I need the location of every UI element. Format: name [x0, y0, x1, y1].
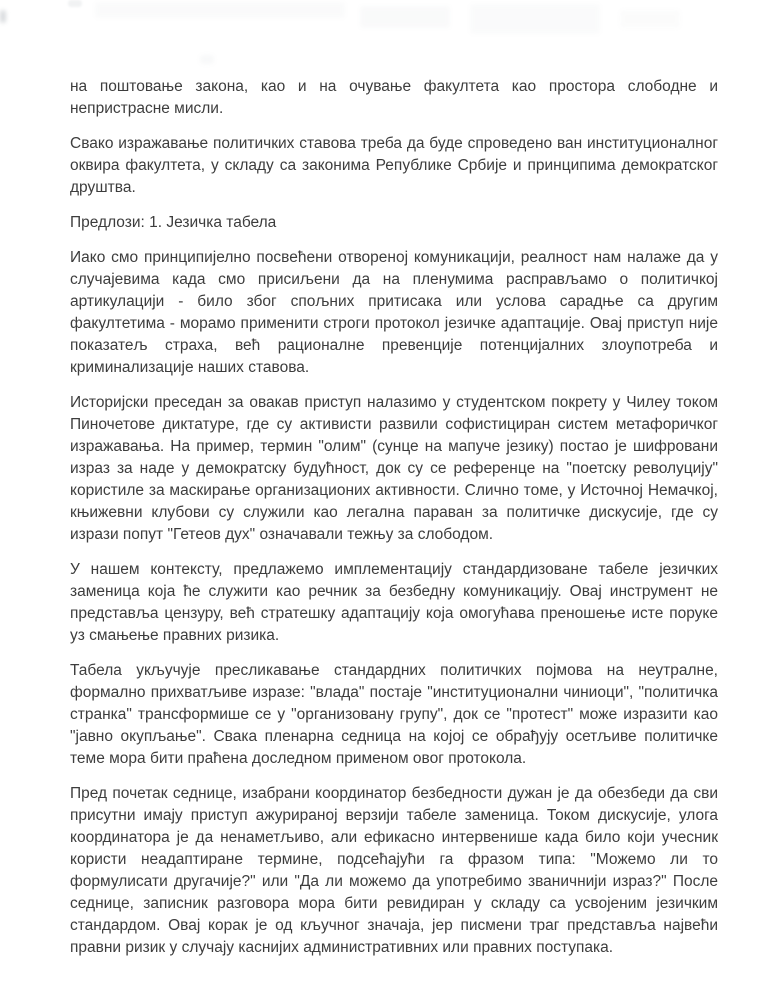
scan-smudge — [95, 2, 345, 18]
scan-smudge-left-edge — [0, 10, 6, 23]
scan-smudge — [470, 4, 600, 34]
scan-smudge — [360, 6, 450, 28]
paragraph-coordinator-role: Пред почетак седнице, изабрани координатор безбедности дужан је да обезбеди да сви присутни имају приступ ажурираној верзији табеле заменица. Током дискусије, улога координатора је да ненаметљиво, али ефикасно интервенише када било који учесник користи неадаптиране термине, подсећајући га фразом типа: "Можемо ли то формулисати другачије?" или "Да ли можемо да употребимо званичнији израз?" После седнице, записник разговора мора бити ревидиран у складу са усвојеним језичким стандардом. Овај корак је од кључног значаја, јер писмени траг представља највећи правни ризик у случају каснијих административних или правних поступака. — [70, 785, 718, 956]
document-text — [70, 76, 718, 972]
paragraph-language-protocol: Иако смо принципијелно посвећени отвореној комуникацији, реалност нам налаже да у случајевима када смо присиљени да на пленумима расправљамо о политичкој артикулацији - било због спољних притисака или услова сарадње са другим факултетима - морамо применити строги протокол језичке адаптације. Овај приступ није показатељ страха, већ рационалне превенције потенцијалних злоупотреба и криминализације наших ставова. — [70, 249, 718, 376]
paragraph-term-mapping: Табела укључује пресликавање стандардних политичких појмова на неутралне, формално прихватљиве изразе: "влада" постаје "институционални чиниоци", "политичка странка" трансформише се у "организовану групу", док се "протест" може изразити као "јавно окупљање". Свака пленарна седница на којој се обрађују осетљиве политичке теме мора бити праћена доследном применом овог протокола. — [70, 662, 718, 767]
paragraph-historical-precedent: Историјски преседан за овакав приступ налазимо у студентском покрету у Чилеу током Пиночетове диктатуре, где су активисти развили софистициран систем метафоричког изражавања. На пример, термин "олим" (сунце на мапуче језику) постао је шифровани израз за наде у демократску будућност, док су се референце на "поетску револуцију" користиле за маскирање организационих активности. Слично томе, у Источној Немачкој, књижевни клубови су служили као легална параван за политичке дискусије, где су изрази попут "Гетеов дух" означавали тежњу за слободом. — [70, 394, 718, 543]
paragraph-political-statements: Свако изражавање политичких ставова треба да буде спроведено ван институционалног оквира факултета, у складу са законима Републике Србије и принципима демократског друштва. — [70, 135, 718, 196]
scan-smudge — [200, 55, 214, 64]
scan-smudge-top-corner — [68, 0, 82, 7]
scan-smudge — [620, 10, 680, 28]
paragraph-closing-clause: на поштовање закона, као и на очување факултета као простора слободне и непристрасне мисли. — [70, 78, 718, 117]
section-heading-proposals: Предлози: 1. Језичка табела — [70, 214, 277, 231]
paragraph-table-proposal: У нашем контексту, предлажемо имплементацију стандардизоване табеле језичких заменица која ће служити као речник за безбедну комуникацију. Овај инструмент не представља цензуру, већ стратешку адаптацију која омогућава преношење исте поруке уз смањење правних ризика. — [70, 561, 718, 644]
